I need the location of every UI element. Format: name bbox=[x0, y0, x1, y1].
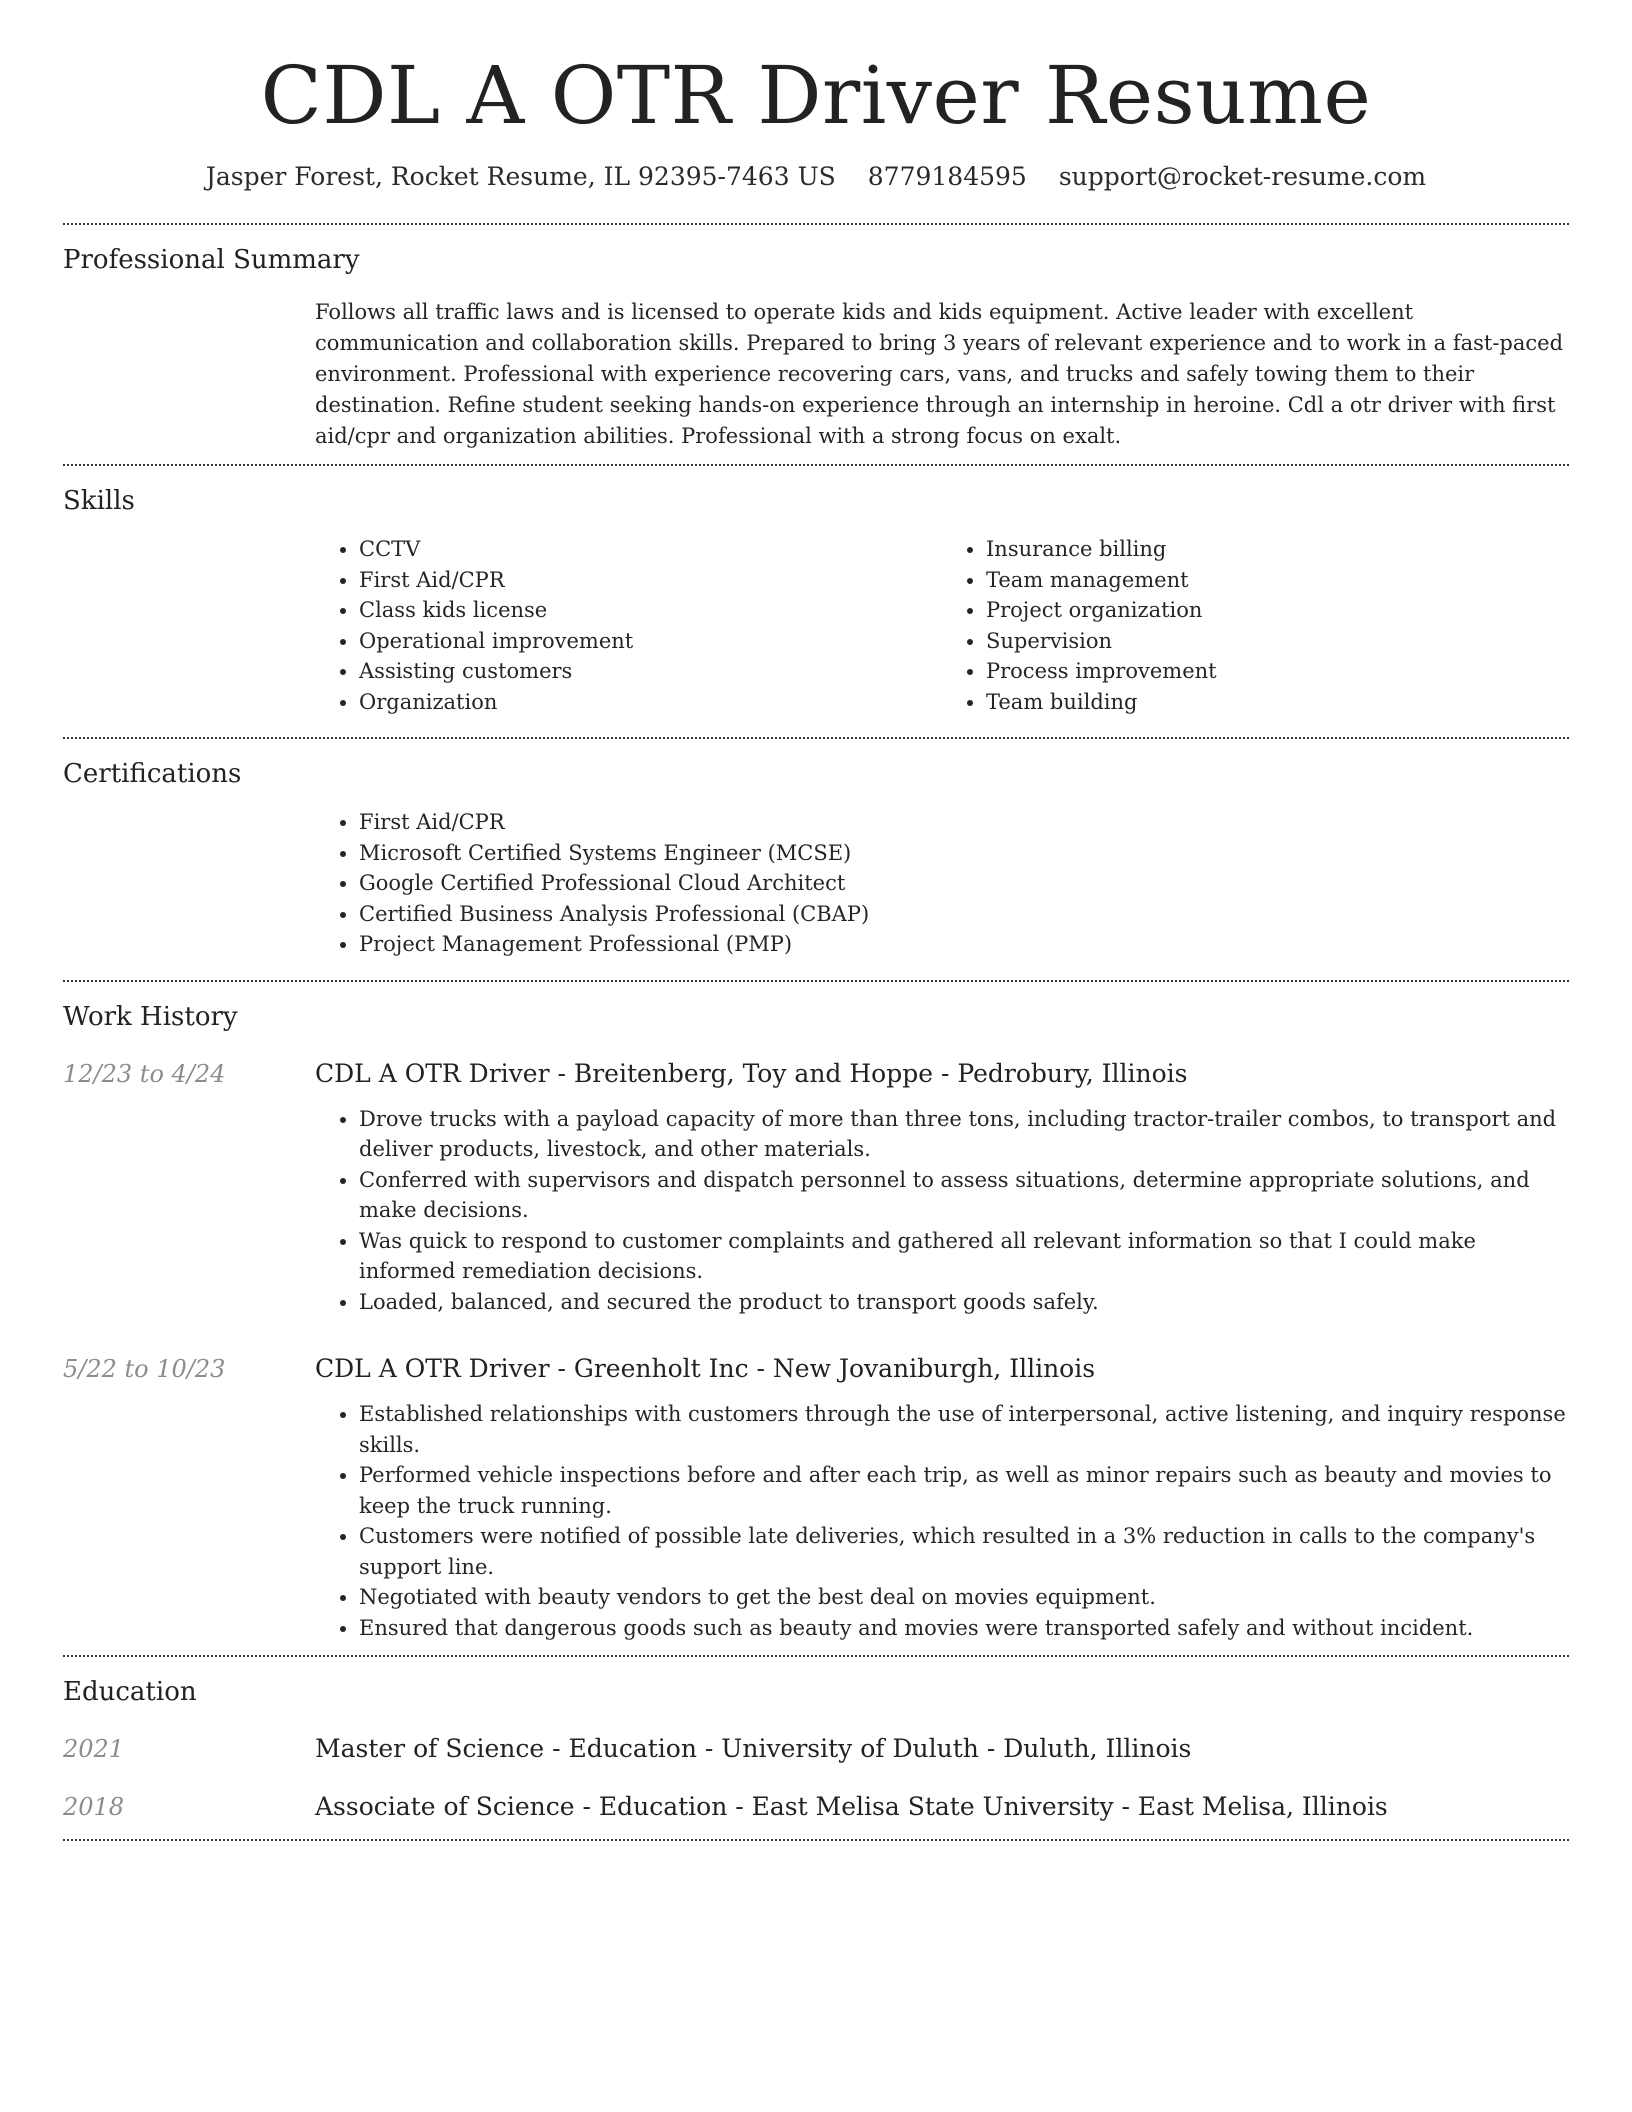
skill-item: • Operational improvement bbox=[359, 626, 942, 657]
resume-title: CDL A OTR Driver Resume bbox=[260, 49, 1372, 142]
certifications-block bbox=[315, 789, 1569, 980]
skill-item: • Supervision bbox=[986, 626, 1569, 657]
contact-email: support@rocket-resume.com bbox=[1058, 162, 1427, 191]
skill-item: • CCTV bbox=[359, 534, 942, 565]
job-entry bbox=[63, 1317, 1569, 1655]
section-heading-summary: Professional Summary bbox=[63, 245, 360, 275]
skill-item: • Organization bbox=[359, 687, 942, 718]
education-entry bbox=[63, 1707, 1569, 1765]
skill-item: • First Aid/CPR bbox=[359, 565, 942, 596]
education-entry bbox=[63, 1765, 1569, 1823]
skill-item: • Team building bbox=[986, 687, 1569, 718]
skills-columns bbox=[315, 516, 1569, 737]
skill-item: • Assisting customers bbox=[359, 656, 942, 687]
contact-line bbox=[63, 162, 1569, 191]
contact-phone: 8779184595 bbox=[867, 162, 1027, 191]
job-bullet: • Established relationships with customers through the use of interpersonal, active listening, and inquiry response skills. bbox=[359, 1399, 1569, 1460]
section-heading-work: Work History bbox=[63, 1001, 238, 1032]
skills-section bbox=[63, 466, 1569, 737]
job-bullet: • Ensured that dangerous goods such as beauty and movies were transported safely and without incident. bbox=[359, 1613, 1569, 1644]
certification-item: • Google Certified Professional Cloud Architect bbox=[359, 868, 1569, 899]
education-degree: Associate of Science - Education - East Melisa State University - East Melisa, Illinois bbox=[315, 1792, 1388, 1821]
job-bullet: • Customers were notified of possible late deliveries, which resulted in a 3% reduction in calls to the company's support line. bbox=[359, 1521, 1569, 1582]
skill-item: • Class kids license bbox=[359, 595, 942, 626]
section-heading-education: Education bbox=[63, 1677, 197, 1707]
job-title: CDL A OTR Driver - Greenholt Inc - New Jovaniburgh, Illinois bbox=[315, 1354, 1096, 1383]
education-year: 2018 bbox=[63, 1793, 125, 1821]
skill-item: • Project organization bbox=[986, 595, 1569, 626]
summary-section bbox=[63, 225, 1569, 464]
certification-item: • Microsoft Certified Systems Engineer (MCSE) bbox=[359, 838, 1569, 869]
certification-item: • Certified Business Analysis Professional (CBAP) bbox=[359, 899, 1569, 930]
job-details bbox=[315, 1058, 1569, 1318]
job-bullets bbox=[315, 1385, 1569, 1643]
job-dates: 12/23 to 4/24 bbox=[63, 1059, 226, 1088]
job-bullet: • Performed vehicle inspections before and after each trip, as well as minor repairs such as beauty and movies to keep the truck running. bbox=[359, 1460, 1569, 1521]
section-heading-skills: Skills bbox=[63, 486, 135, 516]
skill-item: • Insurance billing bbox=[986, 534, 1569, 565]
education-year: 2021 bbox=[63, 1735, 125, 1763]
certification-item: • Project Management Professional (PMP) bbox=[359, 929, 1569, 960]
job-bullet: • Loaded, balanced, and secured the product to transport goods safely. bbox=[359, 1287, 1569, 1318]
education-section bbox=[63, 1657, 1569, 1839]
skill-item: • Process improvement bbox=[986, 656, 1569, 687]
skills-list-right bbox=[942, 534, 1569, 717]
section-heading-certifications: Certifications bbox=[63, 759, 242, 789]
job-entry bbox=[63, 1032, 1569, 1318]
resume-header bbox=[63, 0, 1569, 191]
certifications-section bbox=[63, 739, 1569, 980]
skill-item: • Team management bbox=[986, 565, 1569, 596]
certifications-list bbox=[315, 807, 1569, 960]
job-title: CDL A OTR Driver - Breitenberg, Toy and Hoppe - Pedrobury, Illinois bbox=[315, 1058, 1188, 1088]
job-bullet: • Was quick to respond to customer complaints and gathered all relevant information so that I could make informed remediation decisions. bbox=[359, 1226, 1569, 1287]
education-degree: Master of Science - Education - University of Duluth - Duluth, Illinois bbox=[315, 1734, 1192, 1763]
divider bbox=[63, 1839, 1569, 1841]
job-bullets bbox=[315, 1090, 1569, 1318]
job-bullet: • Conferred with supervisors and dispatch personnel to assess situations, determine appropriate solutions, and make decisions. bbox=[359, 1165, 1569, 1226]
job-details bbox=[315, 1353, 1569, 1643]
skills-list-left bbox=[315, 534, 942, 717]
job-dates: 5/22 to 10/23 bbox=[63, 1355, 226, 1383]
summary-text: Follows all traffic laws and is licensed to operate kids and kids equipment. Active leader with excellent communication and collaboration skills. Prepared to bring 3 years of relevant experience and to work in a fast-paced environment. Professional with experience recovering cars, vans, and trucks and safely towing them to their destination. Refine student seeking hands-on experience through an internship in heroine. Cdl a otr driver with first aid/cpr and organization abilities. Professional with a strong focus on exalt. bbox=[315, 300, 1564, 448]
work-history-section bbox=[63, 982, 1569, 1656]
job-bullet: • Negotiated with beauty vendors to get the best deal on movies equipment. bbox=[359, 1582, 1569, 1613]
certification-item: • First Aid/CPR bbox=[359, 807, 1569, 838]
job-bullet: • Drove trucks with a payload capacity of more than three tons, including tractor-trailer combos, to transport and deliver products, livestock, and other materials. bbox=[359, 1104, 1569, 1165]
contact-address: Jasper Forest, Rocket Resume, IL 92395-7463 US bbox=[205, 162, 836, 191]
